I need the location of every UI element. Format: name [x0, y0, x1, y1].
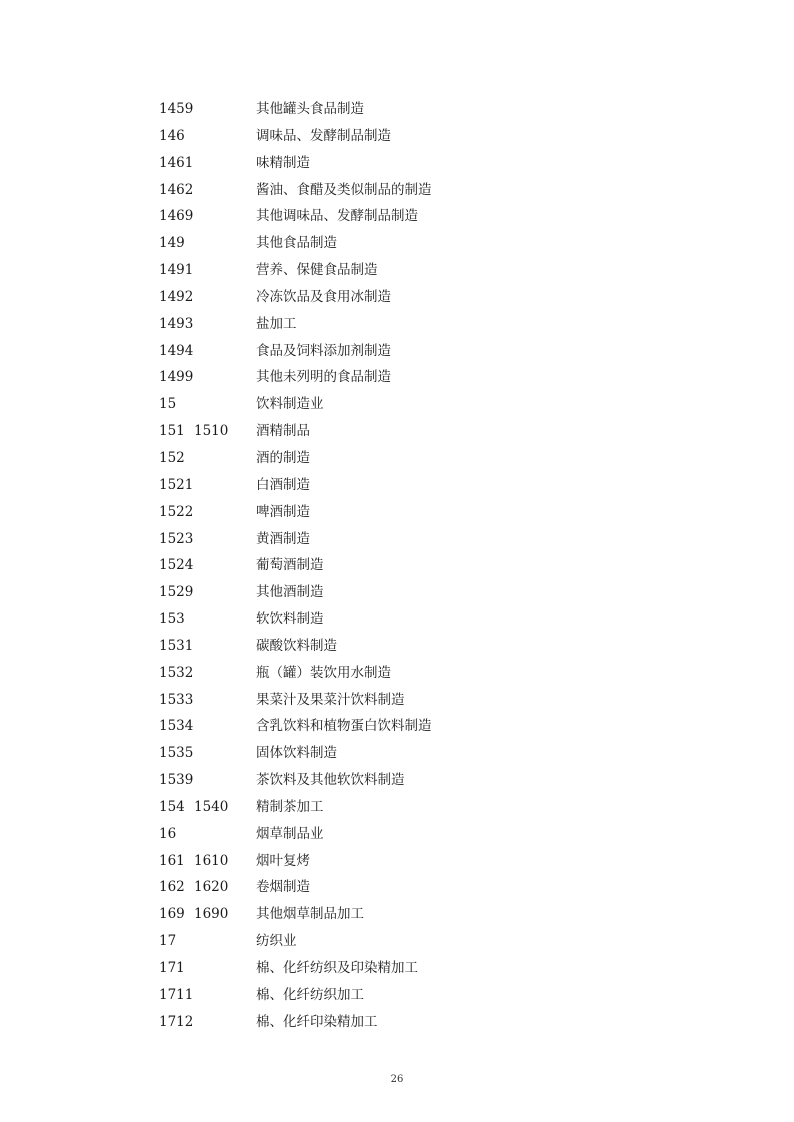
category-name: 卷烟制造 — [256, 879, 310, 896]
list-item — [0, 660, 794, 687]
list-item — [0, 418, 794, 445]
code: 162 — [159, 879, 185, 896]
subcode: 1690 — [194, 906, 229, 923]
category-name: 其他罐头食品制造 — [256, 101, 364, 117]
category-name: 其他酒制造 — [256, 584, 324, 601]
list-item — [0, 928, 794, 955]
subcode: 1610 — [194, 852, 229, 869]
list-item — [0, 606, 794, 633]
code: 171 — [159, 960, 185, 976]
code: 1493 — [159, 315, 194, 332]
subcode: 1540 — [194, 798, 229, 815]
list-item — [0, 955, 794, 982]
category-name: 精制茶加工 — [256, 798, 324, 815]
list-item — [0, 848, 794, 875]
list-item — [0, 1009, 794, 1036]
category-name: 葡萄酒制造 — [256, 557, 324, 574]
code: 151 — [159, 423, 185, 440]
code: 161 — [159, 852, 185, 869]
code: 1469 — [159, 208, 194, 225]
category-name: 固体饮料制造 — [256, 745, 337, 762]
page-number: 26 — [390, 1074, 404, 1085]
category-name: 黄酒制造 — [256, 530, 310, 547]
code: 1491 — [159, 262, 194, 279]
code: 169 — [159, 906, 185, 923]
code: 1522 — [159, 503, 194, 520]
code: 149 — [159, 235, 185, 252]
code: 1459 — [159, 101, 194, 117]
category-name: 营养、保健食品制造 — [256, 262, 378, 279]
list-item — [0, 874, 794, 901]
code: 1523 — [159, 530, 194, 547]
list-item — [0, 150, 794, 177]
list-item — [0, 311, 794, 338]
category-name: 饮料制造业 — [256, 396, 324, 413]
category-name: 冷冻饮品及食用冰制造 — [256, 288, 391, 305]
list-item — [0, 633, 794, 660]
list-item — [0, 499, 794, 526]
category-name: 果菜汁及果菜汁饮料制造 — [256, 691, 405, 708]
code: 1535 — [159, 745, 194, 762]
code: 152 — [159, 449, 185, 466]
category-name: 棉、化纤印染精加工 — [256, 1013, 378, 1030]
list-item — [0, 579, 794, 606]
category-name: 白酒制造 — [256, 476, 310, 493]
list-item — [0, 230, 794, 257]
category-name: 纺织业 — [256, 933, 297, 950]
category-name: 茶饮料及其他软饮料制造 — [256, 772, 405, 789]
code: 16 — [159, 825, 177, 842]
list-item — [0, 767, 794, 794]
subcode: 1620 — [194, 879, 229, 896]
category-name: 软饮料制造 — [256, 611, 324, 628]
code: 1462 — [159, 181, 194, 198]
list-item — [0, 177, 794, 204]
code: 154 — [159, 798, 185, 815]
industry-code-list — [0, 96, 794, 1036]
list-item — [0, 123, 794, 150]
list-item — [0, 284, 794, 311]
code: 1529 — [159, 584, 194, 601]
code: 1712 — [159, 1013, 194, 1030]
category-name: 味精制造 — [256, 154, 310, 171]
category-name: 含乳饮料和植物蛋白饮料制造 — [256, 718, 432, 735]
list-item — [0, 445, 794, 472]
code: 1539 — [159, 772, 194, 789]
list-item — [0, 338, 794, 365]
code: 1711 — [159, 986, 194, 1003]
category-name: 盐加工 — [256, 315, 297, 332]
category-name: 酱油、食醋及类似制品的制造 — [256, 181, 432, 198]
list-item — [0, 794, 794, 821]
list-item — [0, 713, 794, 740]
list-item — [0, 552, 794, 579]
code: 153 — [159, 611, 185, 628]
category-name: 食品及饲料添加剂制造 — [256, 342, 391, 359]
list-item — [0, 982, 794, 1009]
list-item — [0, 740, 794, 767]
code: 1461 — [159, 154, 194, 171]
list-item — [0, 526, 794, 553]
list-item — [0, 391, 794, 418]
list-item — [0, 96, 794, 123]
category-name: 其他调味品、发酵制品制造 — [256, 208, 418, 225]
list-item — [0, 821, 794, 848]
code: 1494 — [159, 342, 194, 359]
code: 1521 — [159, 476, 194, 493]
code: 17 — [159, 933, 177, 950]
category-name: 烟叶复烤 — [256, 852, 310, 869]
code: 1533 — [159, 691, 194, 708]
code: 1531 — [159, 637, 194, 654]
subcode: 1510 — [194, 423, 229, 440]
category-name: 其他未列明的食品制造 — [256, 369, 391, 386]
category-name: 啤酒制造 — [256, 503, 310, 520]
code: 1534 — [159, 718, 194, 735]
category-name: 瓶（罐）装饮用水制造 — [256, 664, 391, 681]
code: 1492 — [159, 288, 194, 305]
category-name: 烟草制品业 — [256, 825, 324, 842]
category-name: 其他食品制造 — [256, 235, 337, 252]
category-name: 棉、化纤纺织加工 — [256, 986, 364, 1003]
category-name: 酒精制品 — [256, 423, 310, 440]
code: 146 — [159, 127, 185, 144]
category-name: 其他烟草制品加工 — [256, 906, 364, 923]
category-name: 酒的制造 — [256, 449, 310, 466]
list-item — [0, 687, 794, 714]
category-name: 碳酸饮料制造 — [256, 637, 337, 654]
code: 15 — [159, 396, 177, 413]
list-item — [0, 901, 794, 928]
list-item — [0, 472, 794, 499]
code: 1499 — [159, 369, 194, 386]
code: 1524 — [159, 557, 194, 574]
list-item — [0, 203, 794, 230]
category-name: 棉、化纤纺织及印染精加工 — [256, 960, 418, 976]
code: 1532 — [159, 664, 194, 681]
list-item — [0, 257, 794, 284]
list-item — [0, 364, 794, 391]
category-name: 调味品、发酵制品制造 — [256, 127, 391, 144]
